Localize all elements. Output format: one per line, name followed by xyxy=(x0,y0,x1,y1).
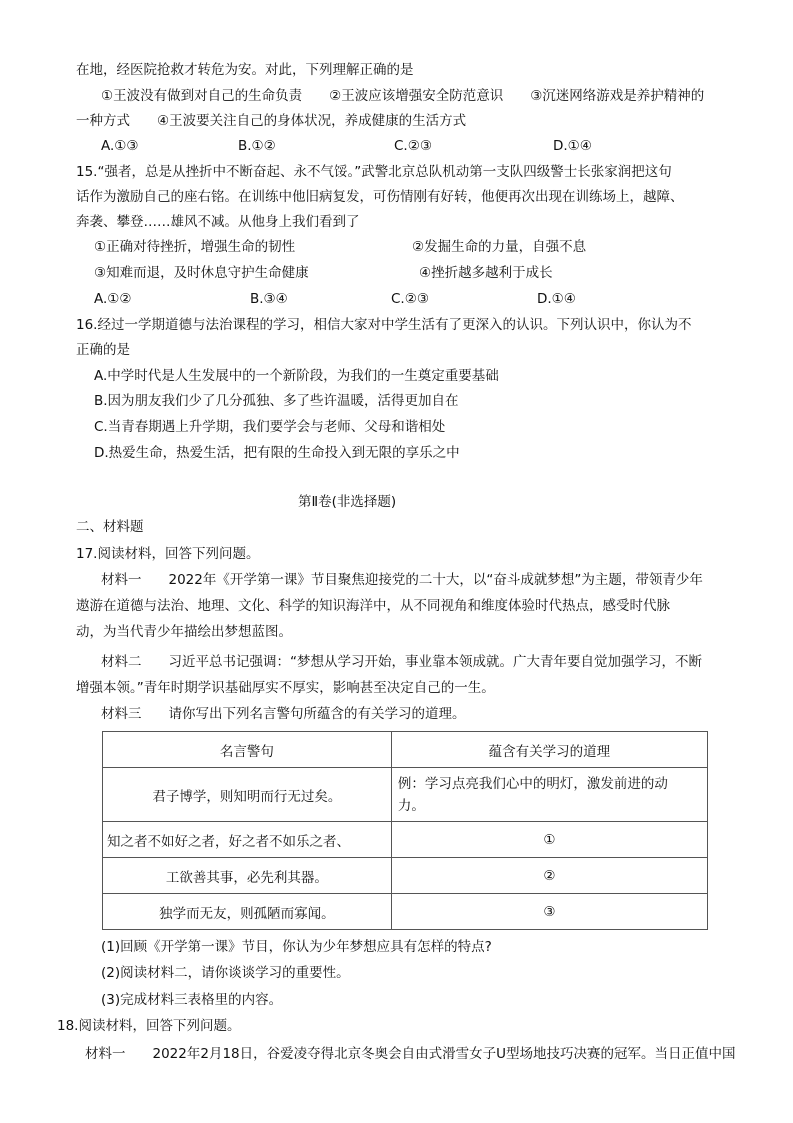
q15-statement-1: ①正确对待挫折，增强生命的韧性 xyxy=(94,239,296,255)
q17-material2-line2: 增强本领。”青年时期学识基础厚实不厚实，影响甚至决定自己的一生。 xyxy=(76,680,495,696)
table-row xyxy=(103,822,708,858)
table-row xyxy=(103,768,708,822)
q15-statement-3: ③知难而退，及时休息守护生命健康 xyxy=(94,265,309,281)
q17-material1-line2: 遨游在道德与法治、地理、文化、科学的知识海洋中，从不同视角和维度体验时代热点，感受时代脉 xyxy=(76,598,670,614)
q14-statements-line2: 一种方式 ④王波要关注自己的身体状况，养成健康的生活方式 xyxy=(76,113,467,129)
q17-subquestion-1: (1)回顾《开学第一课》节目，你认为少年梦想应具有怎样的特点? xyxy=(101,939,492,955)
section2-heading: 二、材料题 xyxy=(76,519,144,535)
meaning-example-line2: 力。 xyxy=(397,797,425,814)
q15-option-b: B.③④ xyxy=(250,291,288,307)
q15-statement-4: ④挫折越多越利于成长 xyxy=(419,265,553,281)
q17-material1-line3: 动，为当代青少年描绘出梦想蓝图。 xyxy=(76,624,292,640)
q14-option-d: D.①④ xyxy=(553,138,592,154)
quote-cell: 知之者不如好之者，好之者不如乐之者、 xyxy=(103,822,392,858)
quote-cell: 君子博学，则知明而行无过矣。 xyxy=(103,768,392,822)
q15-statement-2: ②发掘生命的力量，自强不息 xyxy=(412,239,587,255)
quote-cell: 工欲善其事，必先利其器。 xyxy=(103,858,392,894)
q17-stem: 17.阅读材料，回答下列问题。 xyxy=(76,546,260,562)
q18-material1-line1: 材料一 2022年2月18日，谷爱凌夺得北京冬奥会自由式滑雪女子U型场地技巧决赛的冠军。当日正值中国 xyxy=(85,1046,736,1062)
q17-material1-line1: 材料一 2022年《开学第一课》节目聚焦迎接党的二十大，以“奋斗成就梦想”为主题，带领青少年 xyxy=(101,572,703,588)
q15-stem-line2: 话作为激励自己的座右铭。在训练中他旧病复发，可伤情刚有好转，他便再次出现在训练场上，越障、 xyxy=(76,189,684,205)
table-header-meaning: 蕴含有关学习的道理 xyxy=(391,732,707,768)
meaning-cell: ③ xyxy=(391,894,707,930)
q15-option-d: D.①④ xyxy=(537,291,576,307)
q15-option-a: A.①② xyxy=(94,291,132,307)
q14-statements-line1: ①王波没有做到对自己的生命负责 ②王波应该增强安全防范意识 ③沉迷网络游戏是养护精神的 xyxy=(101,88,705,104)
q16-option-d: D.热爱生命，热爱生活，把有限的生命投入到无限的享乐之中 xyxy=(94,445,460,461)
q16-option-c: C.当青春期遇上升学期，我们要学会与老师、父母和谐相处 xyxy=(94,419,446,435)
table-header-row xyxy=(103,732,708,768)
q15-option-c: C.②③ xyxy=(391,291,429,307)
q16-stem-line1: 16.经过一学期道德与法治课程的学习，相信大家对中学生活有了更深入的认识。下列认识中，你认为不 xyxy=(76,317,692,333)
q16-option-b: B.因为朋友我们少了几分孤独、多了些许温暖，活得更加自在 xyxy=(94,393,459,409)
q14-option-b: B.①② xyxy=(238,138,276,154)
q15-stem-line1: 15.“强者，总是从挫折中不断奋起、永不气馁。”武警北京总队机动第一支队四级警士长张家润把这句 xyxy=(76,164,672,180)
quote-cell: 独学而无友，则孤陋而寡闻。 xyxy=(103,894,392,930)
q15-stem-line3: 奔袭、攀登……雄风不减。从他身上我们看到了 xyxy=(76,214,360,230)
table-row xyxy=(103,858,708,894)
q14-option-a: A.①③ xyxy=(101,138,139,154)
table-row xyxy=(103,894,708,930)
q17-material3: 材料三 请你写出下列名言警句所蕴含的有关学习的道理。 xyxy=(101,706,466,722)
q14-stem-end: 在地，经医院抢救才转危为安。对此，下列理解正确的是 xyxy=(76,62,414,78)
part2-title: 第Ⅱ卷(非选择题) xyxy=(298,494,397,510)
meaning-cell: ① xyxy=(391,822,707,858)
q17-subquestion-3: (3)完成材料三表格里的内容。 xyxy=(101,992,283,1008)
q18-stem: 18.阅读材料，回答下列问题。 xyxy=(57,1018,241,1034)
q16-stem-line2: 正确的是 xyxy=(76,342,130,358)
quotes-table xyxy=(102,731,708,930)
meaning-cell: ② xyxy=(391,858,707,894)
meaning-cell-example xyxy=(391,768,707,822)
meaning-example-line1: 例：学习点亮我们心中的明灯，激发前进的动 xyxy=(397,775,668,792)
q16-option-a: A.中学时代是人生发展中的一个新阶段，为我们的一生奠定重要基础 xyxy=(94,368,499,384)
q17-material2-line1: 材料二 习近平总书记强调：“梦想从学习开始，事业靠本领成就。广大青年要自觉加强学习，不断 xyxy=(101,654,702,670)
q14-option-c: C.②③ xyxy=(394,138,432,154)
table-header-quote: 名言警句 xyxy=(103,732,392,768)
q17-subquestion-2: (2)阅读材料二，请你谈谈学习的重要性。 xyxy=(101,965,350,981)
